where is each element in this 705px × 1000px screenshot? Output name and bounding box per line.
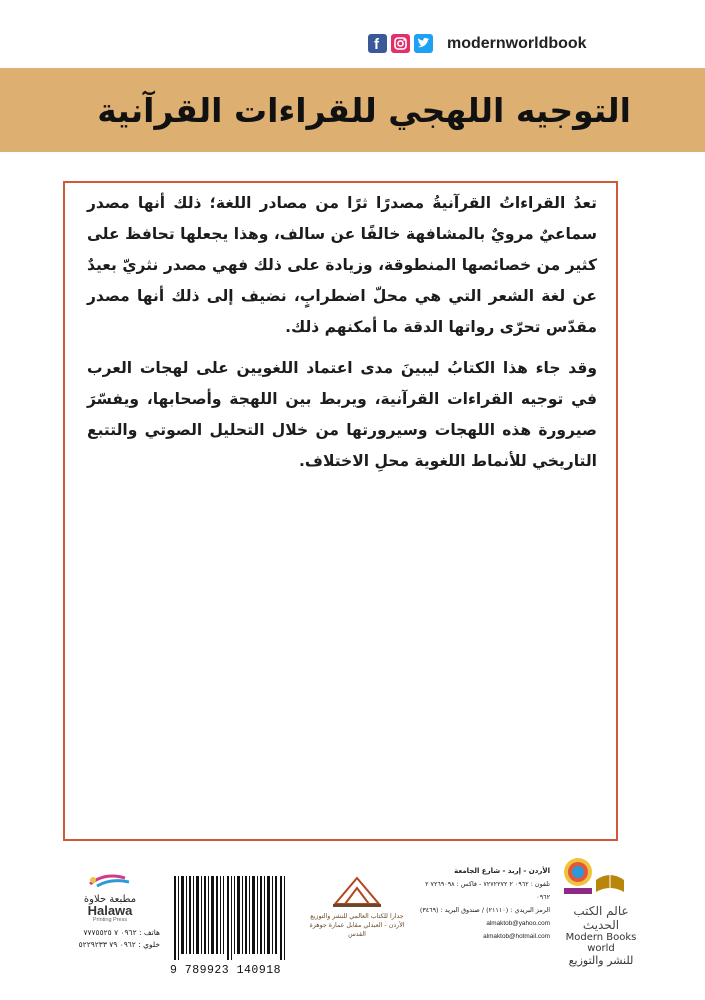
printer-name-en: Halawa <box>87 903 133 918</box>
distributor-name: جدارا للكتاب العالمي للنشر والتوزيع <box>310 913 404 920</box>
social-links <box>368 34 587 53</box>
printer-logo <box>60 870 160 951</box>
publisher-logo <box>560 850 642 967</box>
isbn-number: 9 789923 140918 <box>170 964 282 977</box>
publisher-tagline: للنشر والتوزيع <box>568 954 634 967</box>
contact-address: الأردن - إربد - شارع الجامعة <box>454 867 550 875</box>
publisher-name-ar: عالم الكتب الحديث <box>573 904 629 932</box>
contact-postal: الرمز البريدي : (٢١١١٠) / صندوق البريد : (٣٤٦٩) <box>419 906 550 914</box>
printer-phone-2: خلوي : ٠٩٦٢ ٧٩ ٥٢٢٩٢٣٣ <box>78 940 160 949</box>
blurb-paragraph-2: وقد جاء هذا الكتابُ ليبينَ مدى اعتماد اللغويين على لهجات العرب في توجيه القراءات القرآنية، ويربط بين اللهجة وأصحابها، ويفسّرَ صيرورة هذه اللهجات وسيرورتها من خلال التحليل الصوتي والتتبع التاريخي للأنماط اللغوية محلِ الاختلاف. <box>87 359 597 470</box>
twitter-icon[interactable] <box>414 34 433 53</box>
title-band <box>0 68 705 152</box>
contact-email-2[interactable]: almaktob@hotmail.com <box>483 933 550 940</box>
contact-email-1[interactable]: almaktob@yahoo.com <box>486 920 550 927</box>
distributor-emblem-icon <box>327 870 387 908</box>
distributor-address: الأردن - العبدلي مقابل عمارة جوهرة القدس <box>309 922 405 938</box>
publisher-name-en: Modern Books world <box>565 932 637 954</box>
back-cover-blurb <box>87 188 597 487</box>
footer <box>0 850 705 1000</box>
publisher-contact <box>418 865 550 943</box>
book-title: التوجيه اللهجي للقراءات القرآنية <box>97 90 631 130</box>
instagram-icon[interactable] <box>391 34 410 53</box>
printer-phone-1: هاتف : ٠٩٦٢ ٧ ٧٧٧٥٥٢٥ <box>83 928 160 937</box>
printer-subtitle: Printing Press <box>92 917 128 923</box>
isbn-barcode <box>170 874 293 977</box>
blurb-paragraph-1: تعدُ القراءاتُ القرآنيةُ مصدرًا ثرًا من مصادر اللغة؛ ذلك أنها مصدر سماعيٌ مرويٌ بالمشافهة خالفًا عن سالف، وهذا يجعلها تحافظ على كثير من خصائصها المنطوقة، وزيادة على ذلك فهي مصدر نثريّ بعيدٌ عن لغة الشعر التي هي محلّ اضطرابٍ، نضيف إلى ذلك أنها مصدر مقدّس تحرّى رواتها الدقة ما أمكنهم ذلك. <box>87 194 597 336</box>
website-url[interactable]: modernworldbook <box>447 34 587 52</box>
barcode-bars <box>170 874 293 960</box>
facebook-icon[interactable] <box>368 34 387 53</box>
svg-text:f: f <box>374 36 379 53</box>
printer-swoosh-icon <box>85 870 135 890</box>
globe-book-icon <box>560 850 642 900</box>
contact-phone: تلفون : ٠٩٦٢ ٢ ٧٢٧٢٢٧٢ - فاكس : ٧٢٦٩٠٩٨ ٢ ٠٩٦٢ <box>425 880 550 901</box>
distributor-logo <box>302 870 412 939</box>
printer-name-ar: مطبعة حلاوة <box>83 894 137 905</box>
